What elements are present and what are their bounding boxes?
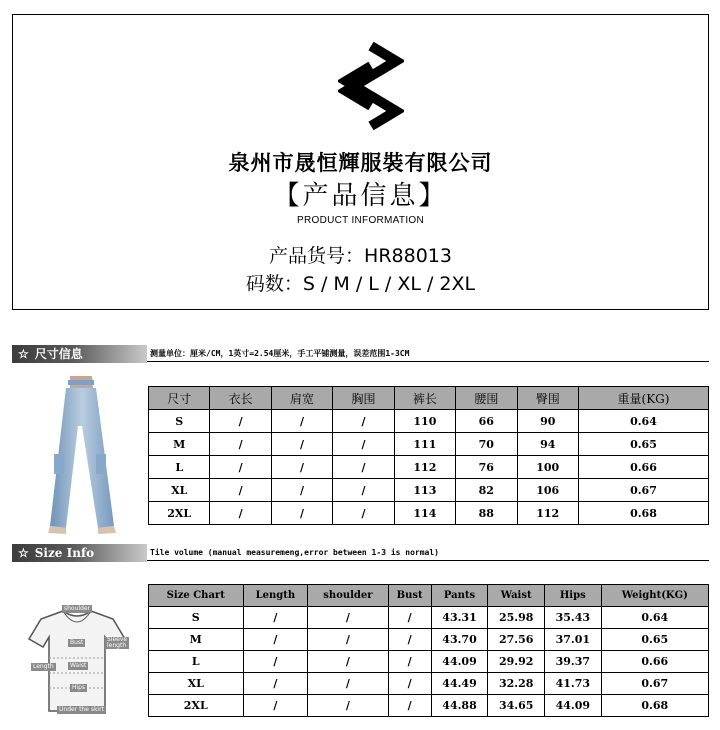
table-cell: / [333,433,394,456]
table-cell: / [210,502,271,525]
table-cell: 41.73 [544,673,601,695]
label-length: Length [33,663,54,670]
column-header: 尺寸 [149,387,210,410]
label-waist: Waist [70,662,87,669]
table-cell: / [308,651,388,673]
column-header: Size Chart [149,585,244,607]
product-info-subtitle: PRODUCT INFORMATION [297,215,424,226]
table-cell: / [210,410,271,433]
table-cell: 111 [394,433,455,456]
column-header: Hips [544,585,601,607]
section-label: Size Info [34,546,95,560]
table-cell: L [149,456,210,479]
measurement-note: 测量单位：厘米/CM，1英寸=2.54厘米，手工平铺测量，误差范围1-3CM [150,349,410,358]
product-photo-jeans [40,376,122,536]
column-header: Length [243,585,308,607]
table-cell: 25.98 [488,607,545,629]
table-cell: / [243,629,308,651]
table-cell: XL [149,479,210,502]
divider [147,560,709,561]
table-cell: / [210,456,271,479]
table-cell: 100 [517,456,578,479]
table-cell: 114 [394,502,455,525]
column-header: 臀围 [517,387,578,410]
table-cell: / [308,607,388,629]
table-cell: M [149,433,210,456]
section-header-size-cn [12,345,147,363]
table-row [149,607,709,629]
table-cell: / [243,607,308,629]
table-cell: / [210,433,271,456]
table-cell: 0.68 [601,695,708,717]
table-cell: 37.01 [544,629,601,651]
table-cell: 0.64 [578,410,708,433]
table-cell: 82 [456,479,517,502]
table-cell: / [271,433,332,456]
table-row [149,673,709,695]
table-cell: 76 [456,456,517,479]
table-cell: / [271,456,332,479]
table-cell: 113 [394,479,455,502]
table-cell: / [210,479,271,502]
table-cell: 39.37 [544,651,601,673]
table-cell: 88 [456,502,517,525]
table-cell: S [149,410,210,433]
table-cell: 106 [517,479,578,502]
table-row [149,695,709,717]
table-cell: 110 [394,410,455,433]
size-diagram [25,603,130,715]
measurement-note-en: Tile volume (manual measuremeng,error between 1-3 is normal) [150,548,439,557]
table-cell: 70 [456,433,517,456]
table-cell: 66 [456,410,517,433]
table-cell: 0.67 [578,479,708,502]
table-cell: 29.92 [488,651,545,673]
table-cell: / [308,629,388,651]
label-sleeve: Sleeve length [107,636,128,649]
table-cell: 0.65 [578,433,708,456]
table-cell: L [149,651,244,673]
table-cell: 27.56 [488,629,545,651]
column-header: Bust [388,585,431,607]
star-icon: ☆ [18,347,29,361]
table-cell: 0.65 [601,629,708,651]
table-cell: 2XL [149,502,210,525]
column-header: 裤长 [394,387,455,410]
item-number: 产品货号：HR88013 [269,245,452,267]
table-cell: / [388,673,431,695]
table-row [149,410,709,433]
table-cell: / [271,502,332,525]
table-cell: / [243,695,308,717]
column-header: 重量(KG) [578,387,708,410]
table-cell: / [388,629,431,651]
product-info-title: 【产品信息】 [273,181,448,211]
column-header: shoulder [308,585,388,607]
column-header: 肩宽 [271,387,332,410]
company-logo [338,41,404,131]
table-cell: S [149,607,244,629]
table-cell: / [243,651,308,673]
table-cell: 94 [517,433,578,456]
table-cell: / [333,502,394,525]
table-cell: 0.64 [601,607,708,629]
label-hips: Hips [72,684,86,691]
table-row [149,433,709,456]
table-cell: 44.09 [544,695,601,717]
table-cell: M [149,629,244,651]
size-table-en [148,584,709,717]
column-header: Pants [431,585,488,607]
table-cell: 43.70 [431,629,488,651]
table-cell: / [333,410,394,433]
label-under: Under the skirt [59,706,104,713]
table-cell: 44.49 [431,673,488,695]
table-cell: 2XL [149,695,244,717]
table-cell: 0.66 [578,456,708,479]
column-header: 衣长 [210,387,271,410]
section-header-size-en [12,544,147,562]
column-header: Waist [488,585,545,607]
section-label: 尺寸信息 [34,347,83,361]
table-row [149,629,709,651]
table-cell: 112 [394,456,455,479]
table-cell: / [308,695,388,717]
table-cell: 90 [517,410,578,433]
table-cell: 44.88 [431,695,488,717]
table-row [149,456,709,479]
table-cell: 0.68 [578,502,708,525]
column-header: 胸围 [333,387,394,410]
star-icon: ☆ [18,546,29,560]
table-cell: / [388,607,431,629]
table-cell: / [333,479,394,502]
product-info-card [12,14,709,310]
table-row [149,502,709,525]
table-cell: XL [149,673,244,695]
table-cell: / [271,479,332,502]
table-cell: / [308,673,388,695]
table-cell: 32.28 [488,673,545,695]
table-cell: 35.43 [544,607,601,629]
table-cell: 44.09 [431,651,488,673]
size-table-cn [148,386,709,525]
table-cell: 43.31 [431,607,488,629]
table-cell: / [333,456,394,479]
table-cell: 0.67 [601,673,708,695]
table-cell: 34.65 [488,695,545,717]
company-name: 泉州市晟恒輝服裝有限公司 [228,151,493,175]
divider [147,361,709,362]
label-shoulder: shoulder [64,605,91,612]
table-cell: / [271,410,332,433]
available-sizes: 码数：S / M / L / XL / 2XL [245,273,476,295]
table-cell: / [243,673,308,695]
table-row [149,651,709,673]
table-cell: / [388,695,431,717]
column-header: 腰围 [456,387,517,410]
table-cell: 112 [517,502,578,525]
table-row [149,479,709,502]
label-bust: Bust [70,639,84,646]
table-cell: 0.66 [601,651,708,673]
column-header: Weight(KG) [601,585,708,607]
tshirt-outline-icon [25,603,130,715]
table-cell: / [388,651,431,673]
